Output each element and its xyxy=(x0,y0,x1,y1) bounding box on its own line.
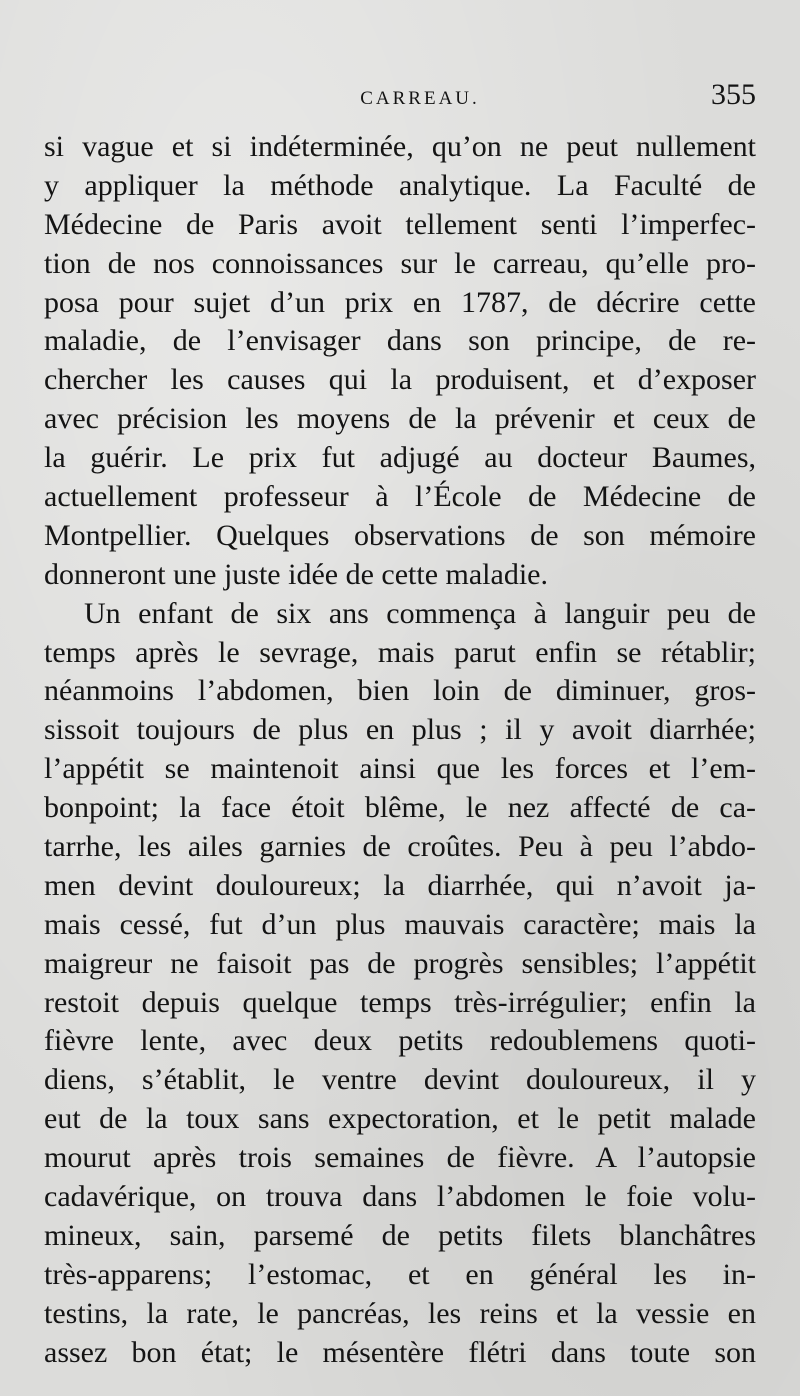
text-line: temps après le sevrage, mais parut enfin se rétablir; xyxy=(44,635,756,669)
text-line: cadavérique, on trouva dans l’abdomen le foie volu- xyxy=(44,1180,756,1214)
text-line: avec précision les moyens de la prévenir et ceux de xyxy=(44,402,756,436)
text-line: Médecine de Paris avoit tellement senti l’imperfec- xyxy=(44,207,756,241)
text-line: tion de nos connoissances sur le carreau, qu’elle pro- xyxy=(44,246,756,280)
text-line: chercher les causes qui la produisent, et d’exposer xyxy=(44,363,756,397)
text-line: men devint douloureux; la diarrhée, qui n’avoit ja- xyxy=(44,868,756,902)
text-line: maigreur ne faisoit pas de progrès sensibles; l’appétit xyxy=(44,946,756,980)
text-line: mais cessé, fut d’un plus mauvais caractère; mais la xyxy=(44,907,756,941)
text-line: actuellement professeur à l’École de Médecine de xyxy=(44,480,756,514)
page-header xyxy=(44,78,756,118)
text-line: sissoit toujours de plus en plus ; il y avoit diarrhée; xyxy=(44,713,756,747)
text-line: bonpoint; la face étoit blême, le nez affecté de ca- xyxy=(44,791,756,825)
text-line: testins, la rate, le pancréas, les reins et la vessie en xyxy=(44,1296,756,1330)
text-line: l’appétit se maintenoit ainsi que les forces et l’em- xyxy=(44,752,756,786)
text-line: Montpellier. Quelques observations de son mémoire xyxy=(44,518,756,552)
text-line: maladie, de l’envisager dans son principe, de re- xyxy=(44,324,756,358)
text-line: restoit depuis quelque temps très-irrégulier; enfin la xyxy=(44,985,756,1019)
text-line: si vague et si indéterminée, qu’on ne peut nullement xyxy=(44,130,756,163)
text-line: fièvre lente, avec deux petits redoublemens quoti- xyxy=(44,1024,756,1058)
text-line: eut de la toux sans expectoration, et le petit malade xyxy=(44,1102,756,1136)
text-line: assez bon état; le mésentère flétri dans toute son xyxy=(44,1335,756,1369)
page-number: 355 xyxy=(711,78,756,111)
text-line: mourut après trois semaines de fièvre. A l’autopsie xyxy=(44,1141,756,1175)
running-head: CARREAU. xyxy=(360,88,480,109)
text-line: mineux, sain, parsemé de petits filets blanchâtres xyxy=(44,1218,756,1252)
text-line: y appliquer la méthode analytique. La Faculté de xyxy=(44,168,756,202)
text-line: diens, s’établit, le ventre devint douloureux, il y xyxy=(44,1063,756,1097)
text-line: néanmoins l’abdomen, bien loin de diminuer, gros- xyxy=(44,674,756,708)
text-line: Un enfant de six ans commença à languir peu de xyxy=(84,596,756,630)
text-line: très-apparens; l’estomac, et en général les in- xyxy=(44,1257,756,1291)
text-line: posa pour sujet d’un prix en 1787, de décrire cette xyxy=(44,285,756,319)
body-text xyxy=(44,128,756,1373)
text-line: donneront une juste idée de cette maladie. xyxy=(44,557,548,591)
text-line: la guérir. Le prix fut adjugé au docteur Baumes, xyxy=(44,441,756,475)
text-line: tarrhe, les ailes garnies de croûtes. Peu à peu l’abdo- xyxy=(44,830,756,864)
